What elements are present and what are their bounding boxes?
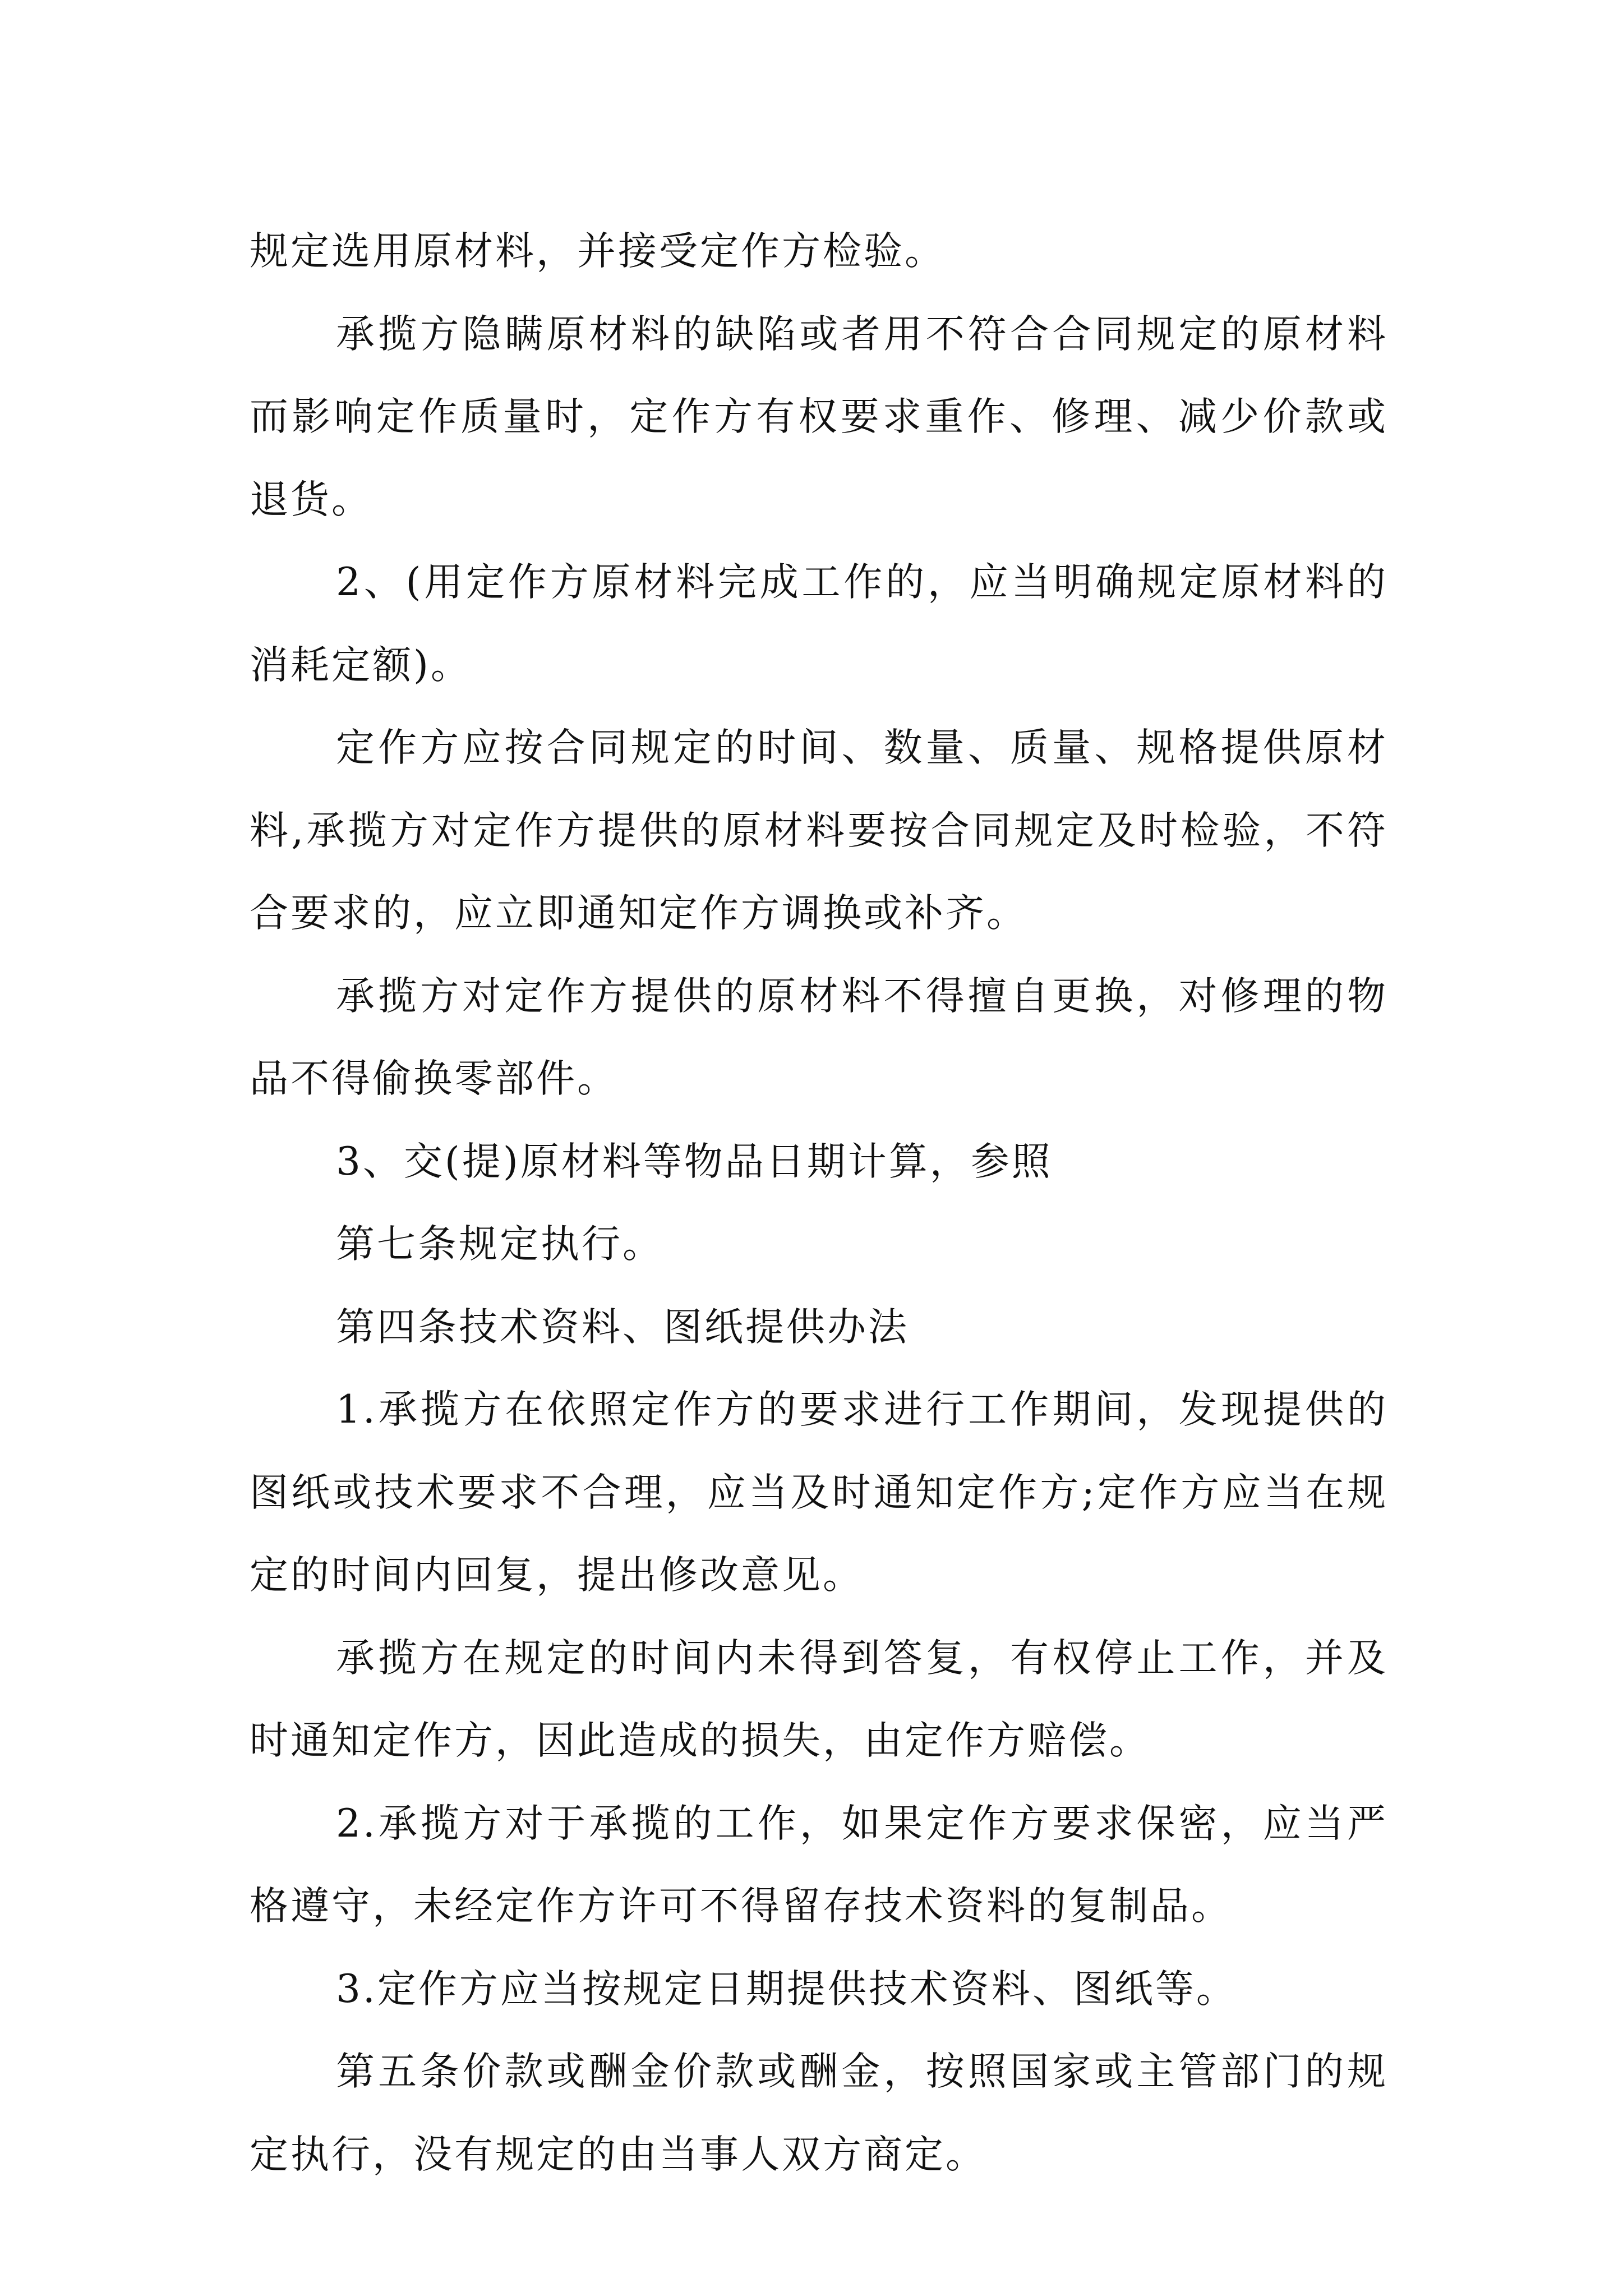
document-body — [250, 210, 1388, 2196]
paragraph: 定作方应按合同规定的时间、数量、质量、规格提供原材料,承揽方对定作方提供的原材料要按合同规定及时检验，不符合要求的，应立即通知定作方调换或补齐。 — [250, 725, 1388, 936]
paragraph: 2.承揽方对于承揽的工作，如果定作方要求保密，应当严格遵守，未经定作方许可不得留存技术资料的复制品。 — [250, 1801, 1388, 1929]
paragraph: 3.定作方应当按规定日期提供技术资料、图纸等。 — [336, 1966, 1237, 2012]
paragraph: 1.承揽方在依照定作方的要求进行工作期间，发现提供的图纸或技术要求不合理，应当及时通知定作方;定作方应当在规定的时间内回复，提出修改意见。 — [250, 1387, 1388, 1598]
section-heading: 第四条技术资料、图纸提供办法 — [336, 1304, 909, 1350]
paragraph: 第五条价款或酬金价款或酬金，按照国家或主管部门的规定执行，没有规定的由当事人双方商定。 — [250, 2049, 1388, 2177]
paragraph: 承揽方在规定的时间内未得到答复，有权停止工作，并及时通知定作方，因此造成的损失，由定作方赔偿。 — [250, 1635, 1388, 1763]
paragraph: 承揽方隐瞒原材料的缺陷或者用不符合合同规定的原材料而影响定作质量时，定作方有权要求重作、修理、减少价款或退货。 — [250, 311, 1388, 522]
paragraph: 3、交(提)原材料等物品日期计算，参照 — [336, 1139, 1053, 1184]
paragraph: 承揽方对定作方提供的原材料不得擅自更换，对修理的物品不得偷换零部件。 — [250, 973, 1388, 1101]
paragraph: 规定选用原材料，并接受定作方检验。 — [250, 229, 946, 274]
paragraph: 第七条规定执行。 — [336, 1222, 663, 1267]
paragraph: 2、(用定作方原材料完成工作的，应当明确规定原材料的消耗定额)。 — [250, 560, 1388, 688]
